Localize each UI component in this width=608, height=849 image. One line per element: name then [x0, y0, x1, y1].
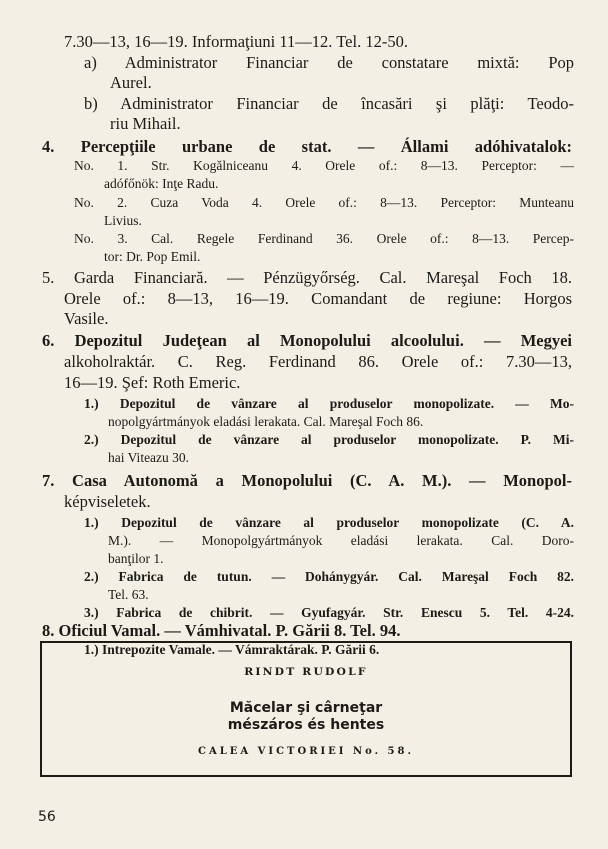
text-line: adófőnök: Inţe Radu.: [104, 176, 219, 191]
text-line: 7.30—13, 16—19. Informaţiuni 11—12. Tel. 12-50.: [64, 32, 408, 51]
text-line: banţilor 1.: [108, 551, 164, 566]
section-heading: 5. Garda Financiară. — Pénzügyőrség. Cal. Mareşal Foch 18.: [42, 268, 572, 287]
advertisement-box: [40, 641, 572, 777]
text-line: Orele of.: 8—13, 16—19. Comandant de regiune: Horgos: [64, 289, 572, 308]
text-line: 2.) Depozitul de vânzare al produselor monopolizate. P. Mi-: [84, 432, 574, 447]
text-line: 2.) Fabrica de tutun. — Dohánygyár. Cal. Mareşal Foch 82.: [84, 569, 574, 584]
text-line: tor: Dr. Pop Emil.: [104, 249, 201, 264]
text-line: 1.) Intrepozite Vamale. — Vámraktárak. P. Gării 6.: [84, 642, 380, 657]
text-line: riu Mihail.: [110, 114, 181, 133]
text-line: Tel. 63.: [108, 587, 149, 602]
text-line: Aurel.: [110, 73, 152, 92]
text-line: hai Viteazu 30.: [108, 450, 190, 465]
text-line: Vasile.: [64, 309, 109, 328]
text-line: nopolgyártmányok eladási lerakata. Cal. Mareşal Foch 86.: [108, 414, 424, 429]
section-heading: 6. Depozitul Judeţean al Monopolului alcoolului. — Megyei: [42, 331, 572, 350]
text-line: képviseletek.: [64, 492, 151, 511]
page-number: 56: [38, 809, 56, 825]
section-heading: 7. Casa Autonomă a Monopolului (C. A. M.). — Monopol-: [42, 471, 572, 490]
ad-subtitle-ro: Măcelar şi cârneţar: [229, 700, 383, 716]
section-heading: 4. Percepţiile urbane de stat. — Állami adóhivatalok:: [42, 137, 572, 156]
text-line: No. 2. Cuza Voda 4. Orele of.: 8—13. Perceptor: Munteanu: [74, 195, 574, 210]
text-line: 3.) Fabrica de chibrit. — Gyufagyár. Str. Enescu 5. Tel. 4-24.: [84, 605, 574, 620]
text-line: b) Administrator Financiar de încasări şi plăţi: Teodo-: [84, 94, 574, 113]
text-line: a) Administrator Financiar de constatare mixtă: Pop: [84, 53, 574, 72]
text-line: alkoholraktár. C. Reg. Ferdinand 86. Orele of.: 7.30—13,: [64, 352, 572, 371]
text-line: M.). — Monopolgyártmányok eladási lerakata. Cal. Doro-: [108, 533, 574, 548]
text-line: No. 3. Cal. Regele Ferdinand 36. Orele of.: 8—13. Percep-: [74, 231, 574, 246]
text-line: No. 1. Str. Kogălniceanu 4. Orele of.: 8—13. Perceptor: —: [74, 158, 574, 173]
section-heading: 8. Oficiul Vamal. — Vámhivatal. P. Gării 8. Tel. 94.: [42, 621, 401, 640]
text-line: 16—19. Şef: Roth Emeric.: [64, 373, 241, 392]
ad-name: RINDT RUDOLF: [244, 667, 368, 678]
text-line: 1.) Depozitul de vânzare al produselor monopolizate. — Mo-: [84, 396, 574, 411]
text-line: Livius.: [104, 213, 142, 228]
text-line: 1.) Depozitul de vânzare al produselor monopolizate (C. A.: [84, 515, 574, 530]
ad-subtitle-hu: mészáros és hentes: [227, 717, 385, 733]
ad-address: CALEA VICTORIEI No. 58.: [198, 746, 414, 757]
